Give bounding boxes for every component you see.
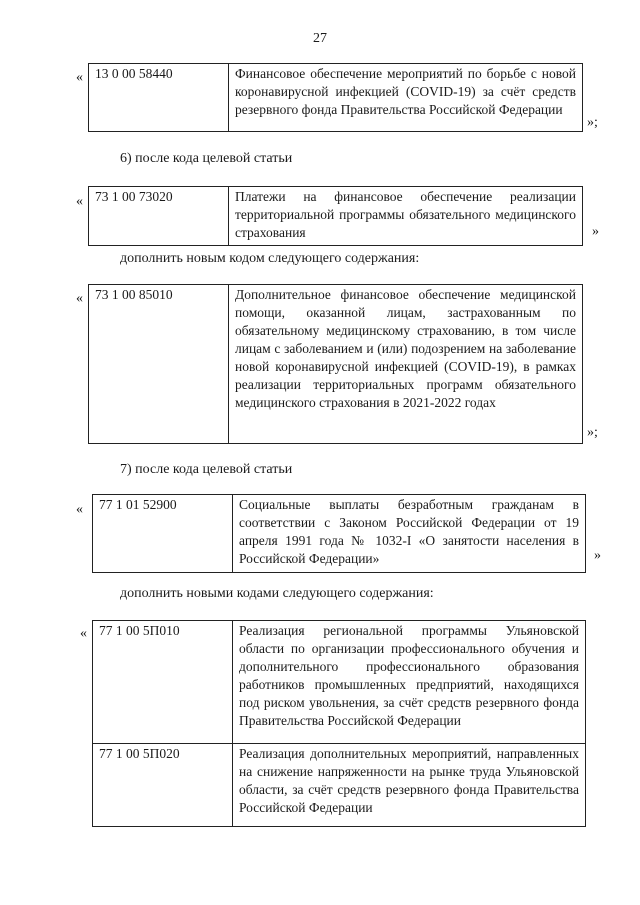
code-description: Социальные выплаты безработным гражданам в соответствии с Законом Российской Федерации от 19 апреля 1991 года № 1032-I «О занятости населения в Российской Федерации» bbox=[239, 497, 579, 566]
page-number: 27 bbox=[313, 31, 327, 46]
target-code: 77 1 00 5П020 bbox=[93, 744, 233, 826]
close-quote: » bbox=[592, 224, 599, 239]
target-code: 77 1 01 52900 bbox=[93, 495, 233, 572]
table-row bbox=[93, 744, 585, 826]
target-code: 73 1 00 73020 bbox=[89, 187, 229, 245]
target-code: 77 1 00 5П010 bbox=[93, 621, 233, 743]
open-quote: « bbox=[80, 626, 87, 641]
target-code: 73 1 00 85010 bbox=[89, 285, 229, 443]
code-table-5 bbox=[92, 620, 586, 827]
open-quote: « bbox=[76, 194, 83, 209]
open-quote: « bbox=[76, 291, 83, 306]
open-quote: « bbox=[76, 70, 83, 85]
code-description: Реализация региональной программы Ульяновской области по организации профессионального обучения и дополнительного профессионального образования работников промышленных предприятий, находящихся под риском увольнения, за счёт средств резервного фонда Правительства Российской Федерации bbox=[239, 623, 579, 728]
target-code: 13 0 00 58440 bbox=[89, 64, 229, 131]
close-quote: »; bbox=[587, 115, 598, 130]
close-quote: » bbox=[594, 548, 601, 563]
code-description: Дополнительное финансовое обеспечение медицинской помощи, оказанной лицам, застрахованным по обязательному медицинскому страхованию, в том числе лицам с заболеванием и (или) подозрением на заболевание новой коронавирусной инфекцией (COVID-19), в рамках реализации территориальных программ обязательного медицинского страхования в 2021-2022 годах bbox=[235, 287, 576, 410]
code-table-2 bbox=[88, 186, 583, 246]
paragraph-add-2: дополнить новыми кодами следующего содержания: bbox=[120, 586, 434, 601]
paragraph-7: 7) после кода целевой статьи bbox=[120, 462, 293, 477]
code-table-4 bbox=[92, 494, 586, 573]
table-row bbox=[93, 621, 585, 744]
code-description: Реализация дополнительных мероприятий, направленных на снижение напряженности на рынке труда Ульяновской области, за счёт средств резервного фонда Правительства Российской Федерации bbox=[239, 746, 579, 815]
open-quote: « bbox=[76, 502, 83, 517]
paragraph-6: 6) после кода целевой статьи bbox=[120, 151, 293, 166]
code-table-3 bbox=[88, 284, 583, 444]
code-table-1 bbox=[88, 63, 583, 132]
close-quote: »; bbox=[587, 425, 598, 440]
code-description: Финансовое обеспечение мероприятий по борьбе с новой коронавирусной инфекцией (COVID-19) за счёт средств резервного фонда Правительства Российской Федерации bbox=[235, 66, 576, 117]
paragraph-add-1: дополнить новым кодом следующего содержания: bbox=[120, 251, 420, 266]
code-description: Платежи на финансовое обеспечение реализации территориальной программы обязательного медицинского страхования bbox=[235, 189, 576, 240]
